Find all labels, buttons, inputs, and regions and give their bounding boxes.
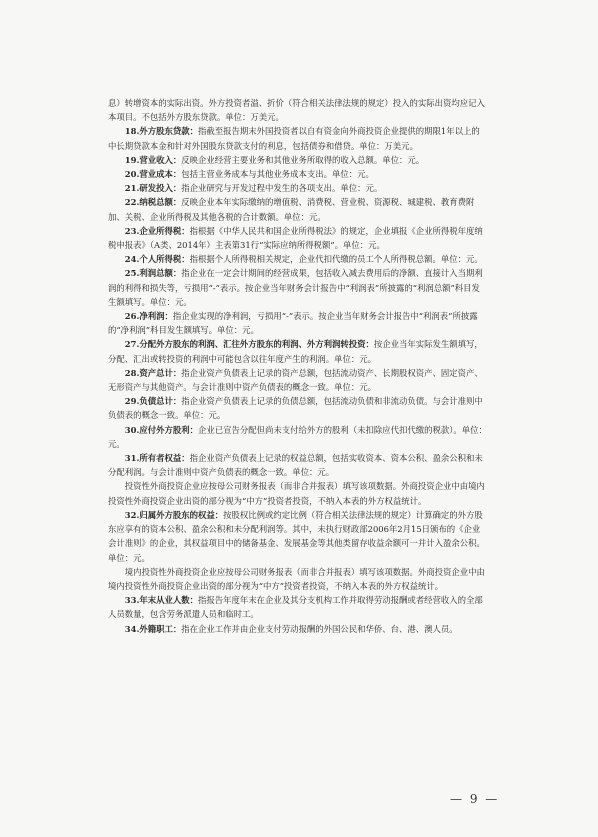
term: 20.营业成本： [124, 169, 182, 180]
paragraph-31 [108, 451, 488, 479]
para-text: 指企业资产负债表上记录的资产总额，包括流动资产、长期股权资产、固定资产、无形资产与其他资产。与会计准则中资产负债表的概念一致。单位：元。 [108, 367, 483, 393]
term: 18.外方股东贷款： [124, 126, 198, 137]
paragraph-32-note [108, 565, 488, 593]
para-text: 指企业资产负债表上记录的负债总额，包括流动负债和非流动负债。与会计准则中负债表的概念一致。单位：元。 [108, 396, 483, 421]
para-text: 指企业资产负债表上记录的权益总额，包括实收资本、资本公积、盈余公积和未分配利润。与会计准则中资产负债表的概念一致。单位：元。 [108, 453, 483, 478]
paragraph-21 [108, 181, 488, 195]
term: 26.净利润： [124, 311, 173, 322]
paragraph-32 [108, 508, 488, 565]
para-text: 指企业研究与开发过程中发生的各项支出。单位：元。 [181, 183, 383, 194]
para-text: 企业已宣告分配但尚未支付给外方的股利（未扣除应代扣代缴的税款）。单位：元。 [108, 424, 487, 449]
paragraph-23 [108, 224, 488, 252]
paragraph-22 [108, 195, 488, 223]
para-text: 指企业在一定会计期间的经营成果，包括收入减去费用后的净额、直接计入当期利润的利得和损失等，亏损用“-”表示。按企业当年财务会计报告中“利润表”所披露的“利润总额”科目发生额填写。单位：元。 [108, 268, 483, 307]
paragraph-26 [108, 309, 488, 337]
paragraph-29 [108, 394, 488, 422]
term: 32.归属外方股东的权益： [124, 509, 224, 520]
term: 19.营业收入： [124, 154, 182, 165]
para-text: 指截至报告期末外国投资者以自有资金向外商投资企业提供的期限1年以上的中长期贷款本金和针对外国股东贷款支付的利息，包括债券和借贷。单位：万美元。 [108, 126, 480, 151]
para-text: 息）转增资本的实际出资。外方投资者溢、折价（符合相关法律法规的规定）投入的实际出资均应记入本项目。不包括外方股东贷款。单位：万美元。 [108, 98, 485, 123]
para-text: 指根据个人所得税相关规定，企业代扣代缴的员工个人所得税总额。单位：元。 [189, 254, 483, 265]
para-text: 包括主营业务成本与其他业务成本支出。单位：元。 [181, 169, 374, 180]
term: 22.纳税总额： [124, 197, 182, 208]
term: 31.所有者权益： [124, 453, 190, 464]
paragraph-28 [108, 366, 488, 394]
paragraph-27 [108, 337, 488, 365]
term: 33.年末从业人数： [124, 595, 198, 606]
term: 25.利润总额： [124, 268, 182, 279]
term: 27.分配外方股东的利润、汇往外方股东的利润、外方利润转投资： [124, 339, 374, 350]
term: 24.个人所得税： [124, 254, 190, 265]
paragraph-18 [108, 124, 488, 152]
term: 23.企业所得税： [124, 225, 190, 236]
para-text: 反映企业经营主要业务和其他业务所取得的收入总额。单位：元。 [181, 154, 425, 165]
document-body [108, 96, 488, 636]
paragraph-24 [108, 252, 488, 266]
term: 21.研发投入： [124, 183, 182, 194]
term: 28.资产总计： [124, 367, 182, 378]
term: 34.外籍职工： [124, 623, 182, 634]
para-text: 投资性外商投资企业应按母公司财务报表（而非合并报表）填写该项数据。外商投资企业中由境内投资性外商投资企业出资的部分视为“中方”投资者投资，不纳入本表的外方权益统计。 [108, 481, 485, 506]
para-text: 指根据《中华人民共和国企业所得税法》的规定，企业填报《企业所得税年度纳税申报表》（A类、2014年）主表第31行“实际应纳所得税额”。单位：元。 [108, 225, 483, 251]
paragraph-31-note [108, 479, 488, 507]
paragraph-33 [108, 593, 488, 621]
para-text: 反映企业本年实际缴纳的增值税、消费税、营业税、资源税、城建税、教育费附加、关税、企业所得税及其他各税的合计数额。单位：元。 [108, 197, 475, 222]
para-text: 境内投资性外商投资企业应按母公司财务报表（而非合并报表）填写该项数据。外商投资企业中由境内投资性外商投资企业出资的部分视为“中方”投资者投资，不纳入本表的外方权益统计。 [108, 566, 485, 591]
paragraph-30 [108, 423, 488, 451]
term: 30.应付外方股利： [124, 424, 198, 435]
para-text: 按股权比例或约定比例（符合相关法律法规的规定）计算确定的外方股东应享有的资本公积、盈余公积和未分配利润等。其中，未执行财政部2006年2月15日颁布的《企业会计准则》的企业，其权益项目中的储备基金、发展基金等其他类留存收益余额可一并计入盈余公积。单位：元。 [108, 509, 485, 563]
paragraph-20 [108, 167, 488, 181]
paragraph-25 [108, 266, 488, 309]
para-text: 按企业当年实际发生额填写，分配、汇出或转投资的利润中可能包含以往年度产生的利润。单位：元。 [108, 339, 483, 364]
para-text: 指企业实现的净利润，亏损用“-”表示。按企业当年财务会计报告中“利润表”所披露的“净利润”科目发生额填写。单位：元。 [108, 311, 478, 336]
term: 29.负债总计： [124, 396, 182, 407]
para-text: 指在企业工作并由企业支付劳动报酬的外国公民和华侨、台、港、澳人员。 [181, 623, 458, 634]
paragraph-cont [108, 96, 488, 124]
paragraph-19 [108, 153, 488, 167]
page-number: — 9 — [450, 792, 500, 806]
para-text: 指报告年度年末在企业及其分支机构工作并取得劳动报酬或者经营收入的全部人员数量，包含劳务派遣人员和临时工。 [108, 595, 483, 620]
paragraph-34 [108, 622, 488, 636]
